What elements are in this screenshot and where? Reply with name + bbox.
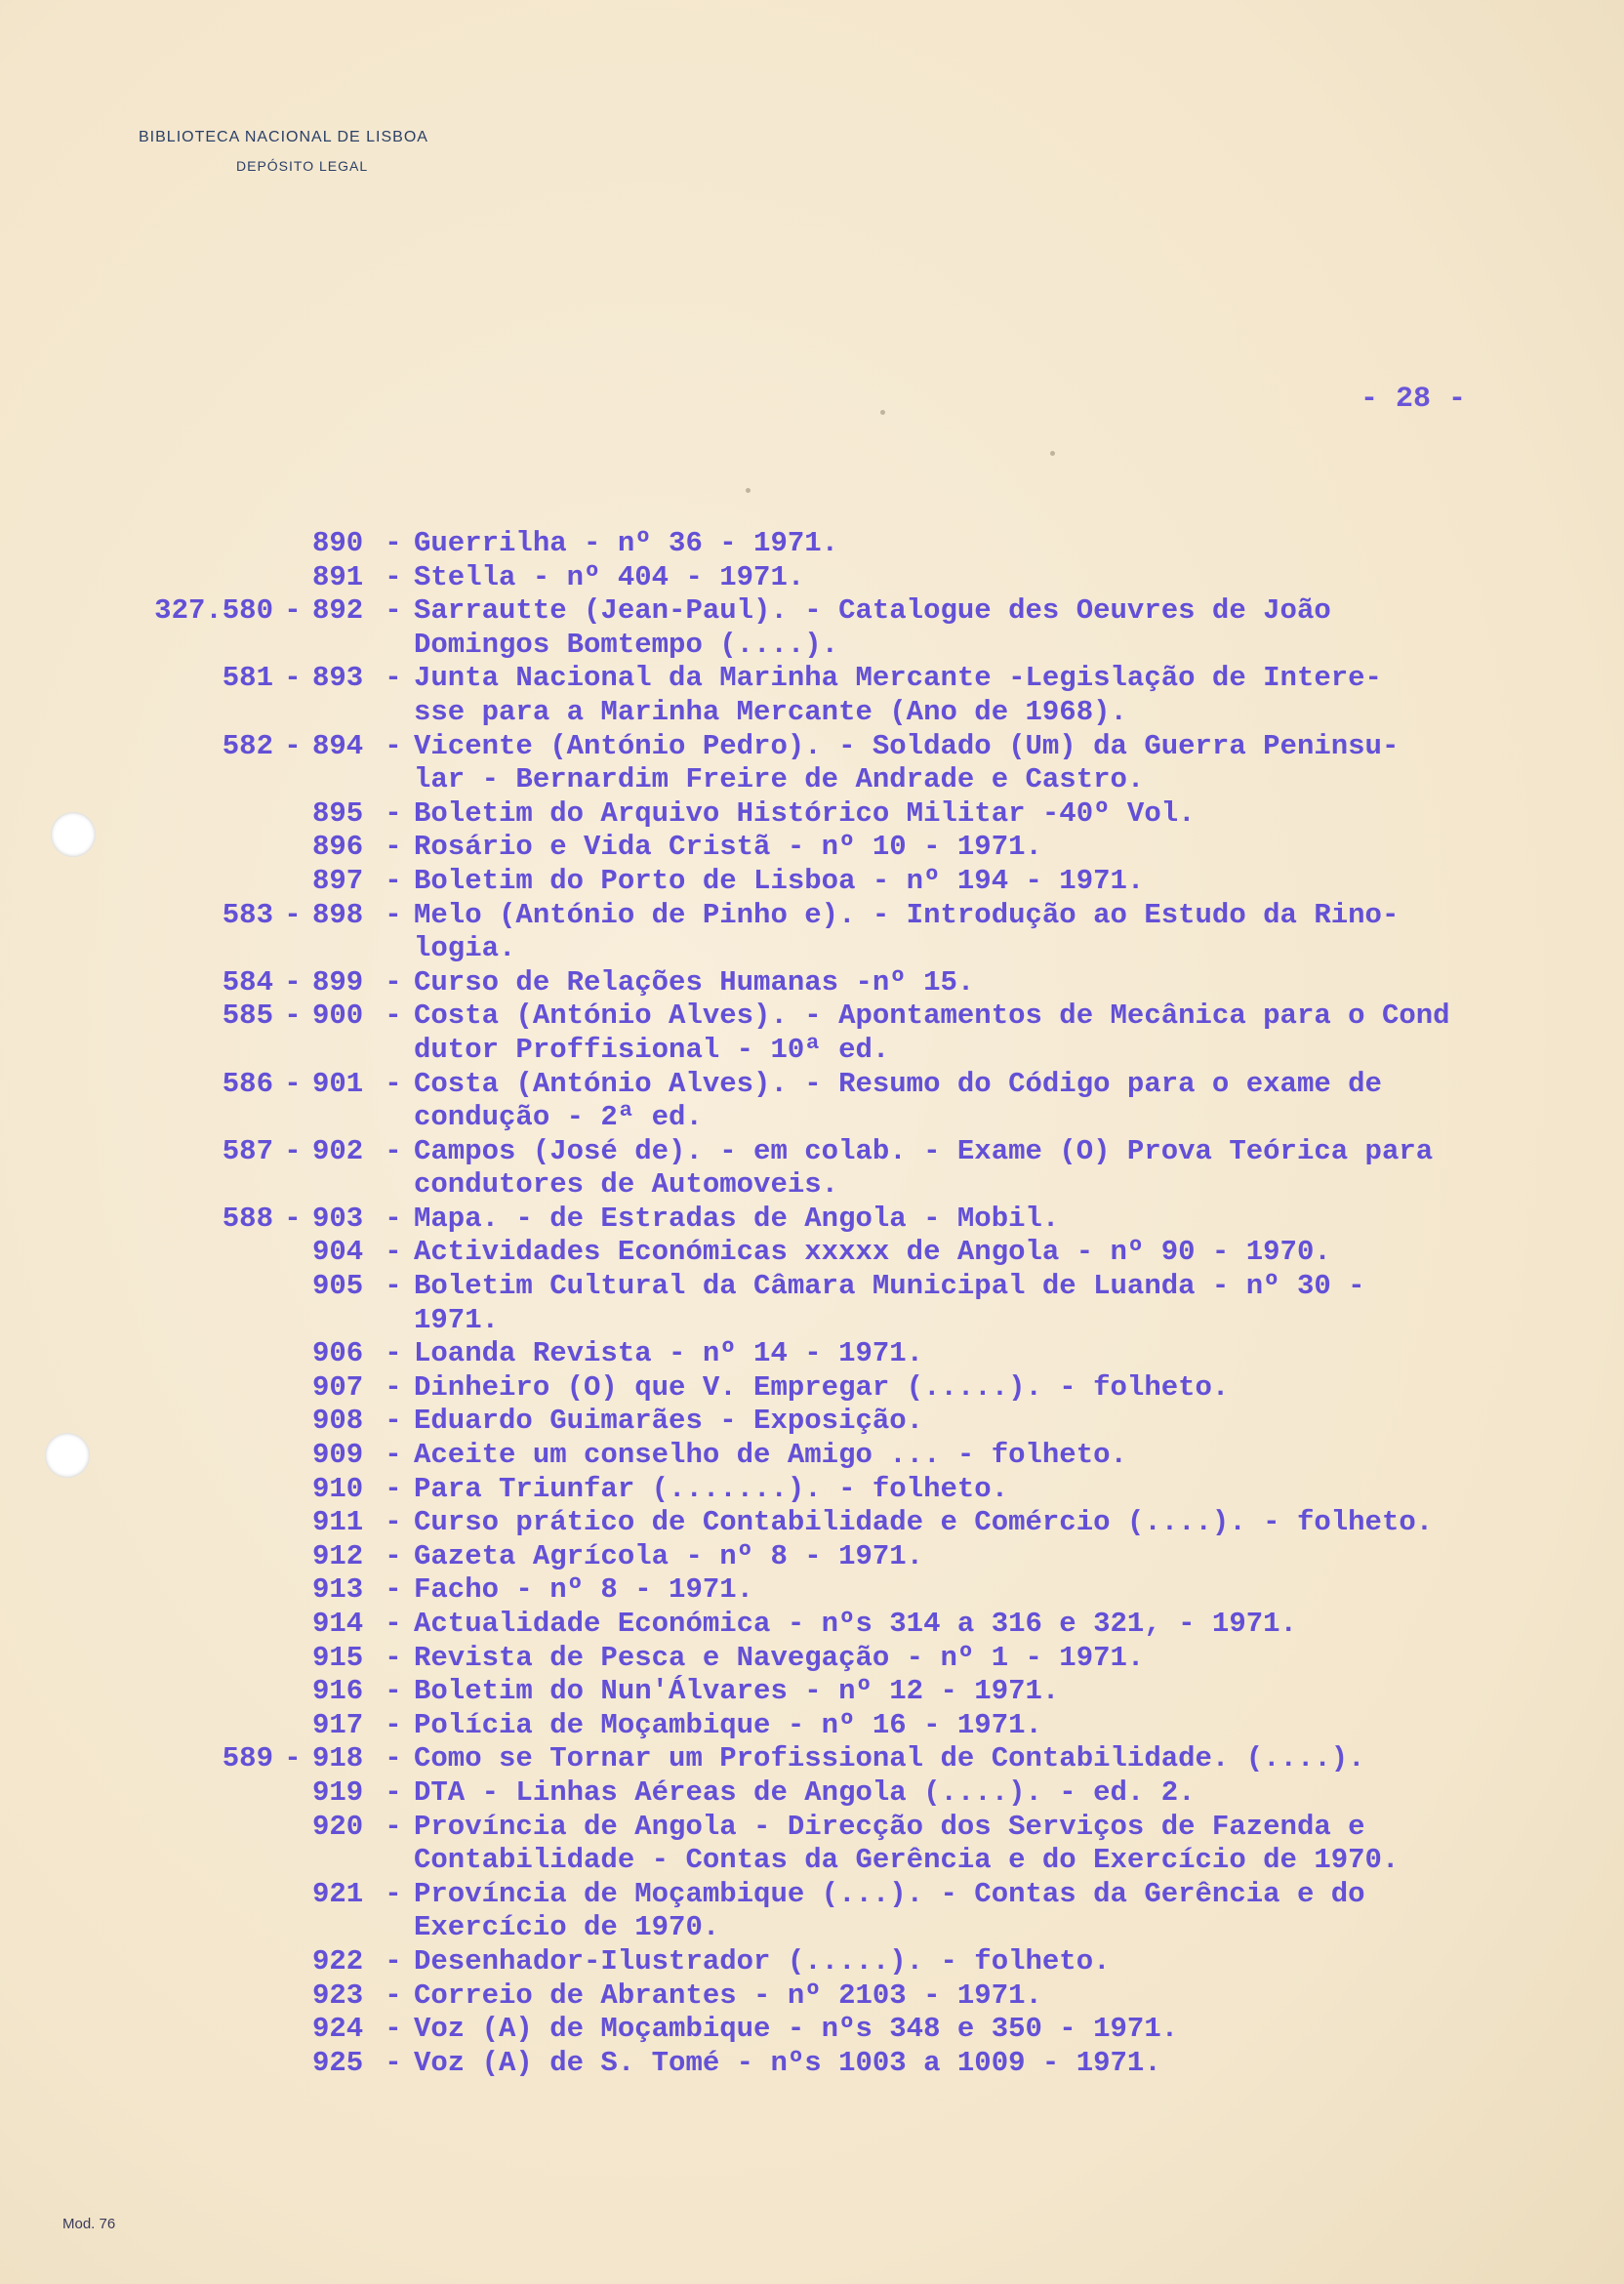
call-dash [273,1878,312,1945]
entry-dash: - [385,1236,402,1269]
entry-dash: - [385,1944,402,1978]
entry-number: 918 [312,1742,364,1775]
entry-text: Curso de Relações Humanas -nº 15. [414,965,975,999]
call-dash [273,1709,312,1743]
catalogue-entry [107,1811,1601,1878]
call-dash [273,1405,312,1439]
catalogue-entry [107,1236,1601,1270]
catalogue-entry [107,2047,1601,2081]
entry-number: 921 [312,1877,364,1910]
call-number: 588 [222,1202,273,1235]
entry-text: Dinheiro (O) que V. Empregar (.....). - folheto. [414,1370,1230,1404]
entry-number: 898 [312,898,364,931]
entry-text: Voz (A) de S. Tomé - nºs 1003 a 1009 - 1971. [414,2046,1161,2079]
call-number [107,2047,273,2081]
entry-dash: - [385,1742,402,1775]
call-dash: - [284,662,302,695]
entry-dash: - [385,1202,402,1235]
call-number [107,1642,273,1676]
entry-number: 904 [312,1236,364,1269]
entry-text: DTA - Linhas Aéreas de Angola (....). - ed. 2. [414,1775,1196,1809]
entry-text: Como se Tornar um Profissional de Contabilidade. (....). [414,1742,1365,1775]
entry-number: 922 [312,1944,364,1978]
call-dash [273,865,312,899]
entry-number: 905 [312,1270,364,1303]
catalogue-entry [107,1878,1601,1945]
call-number: 587 [222,1134,273,1167]
call-dash: - [284,594,302,628]
entry-text: Desenhador-Ilustrador (.....). - folheto. [414,1944,1111,1978]
entry-dash: - [385,1608,402,1640]
entry-dash: - [385,1134,402,1167]
entry-number: 916 [312,1675,364,1708]
catalogue-entry [107,999,1601,1067]
page-number: - 28 - [1360,383,1467,416]
entry-text: Para Triunfar (.......). - folheto. [414,1472,1009,1505]
catalogue-entry [107,1642,1601,1676]
entry-dash: - [385,1708,402,1741]
catalogue-entry [107,831,1601,865]
entry-text: Boletim do Porto de Lisboa - nº 194 - 1971. [414,864,1145,897]
entry-number: 923 [312,1978,364,2012]
call-number [107,1337,273,1371]
call-number [107,1675,273,1709]
call-dash: - [284,898,302,931]
entry-number: 924 [312,2013,364,2046]
call-number [107,561,273,595]
catalogue-entry [107,1979,1601,2014]
call-dash: - [284,1134,302,1167]
entry-dash: - [385,1877,402,1910]
call-number [107,1236,273,1270]
entry-dash: - [385,1270,402,1303]
entry-number: 915 [312,1641,364,1674]
entry-text: Província de Angola - Direcção dos Serviços de Fazenda e Contabilidade - Contas da Gerência e do Exercício de 1970. [414,1810,1400,1877]
call-dash [273,1979,312,2014]
entry-text: Boletim do Nun'Álvares - nº 12 - 1971. [414,1675,1060,1708]
entry-text: Junta Nacional da Marinha Mercante -Legislação de Intere- sse para a Marinha Mercante (Ano de 1968). [414,662,1382,728]
catalogue-entry [107,527,1601,561]
entry-number: 903 [312,1202,364,1235]
catalogue-entry [107,1135,1601,1203]
call-number [107,1270,273,1337]
entry-number: 893 [312,662,364,695]
entry-dash: - [385,864,402,897]
call-number [107,1371,273,1406]
call-dash: - [284,729,302,762]
entry-dash: - [385,1405,402,1438]
entry-number: 896 [312,831,364,864]
punch-hole [51,812,96,857]
entry-dash: - [385,560,402,593]
call-dash [273,831,312,865]
entry-dash: - [385,527,402,559]
call-number [107,1439,273,1473]
catalogue-entry [107,1675,1601,1709]
call-dash [273,1270,312,1337]
catalogue-entry [107,1742,1601,1776]
entry-text: Correio de Abrantes - nº 2103 - 1971. [414,1978,1042,2012]
institution-name: BIBLIOTECA NACIONAL DE LISBOA [139,129,428,145]
catalogue-entry [107,1573,1601,1608]
entry-dash: - [385,1067,402,1100]
paper-speck [746,488,751,493]
call-number [107,1473,273,1507]
call-number: 585 [222,999,273,1033]
entry-number: 920 [312,1810,364,1843]
call-dash [273,527,312,561]
entry-text: Mapa. - de Estradas de Angola - Mobil. [414,1202,1060,1235]
entry-dash: - [385,1810,402,1843]
entry-dash: - [385,1978,402,2012]
entry-number: 901 [312,1067,364,1100]
entry-text: Facho - nº 8 - 1971. [414,1573,754,1607]
call-number: 583 [222,898,273,931]
entry-dash: - [385,831,402,864]
call-number [107,527,273,561]
entry-number: 892 [312,594,364,628]
catalogue-entry [107,1068,1601,1135]
call-number [107,1709,273,1743]
catalogue-entry [107,966,1601,1000]
entry-text: Costa (António Alves). - Apontamentos de Mecânica para o Cond dutor Proffisional - 10ª ed. [414,999,1450,1066]
call-dash [273,1236,312,1270]
call-number: 589 [222,1742,273,1775]
entry-dash: - [385,1472,402,1505]
call-dash [273,1439,312,1473]
entry-text: Gazeta Agrícola - nº 8 - 1971. [414,1539,924,1572]
call-number [107,1608,273,1642]
entry-text: Rosário e Vida Cristã - nº 10 - 1971. [414,831,1042,864]
entry-dash: - [385,729,402,762]
catalogue-entry [107,1439,1601,1473]
entry-dash: - [385,2013,402,2046]
catalogue-entry [107,594,1601,662]
call-dash [273,1675,312,1709]
call-number [107,1811,273,1878]
entry-number: 913 [312,1573,364,1607]
call-number [107,1878,273,1945]
call-dash: - [284,1202,302,1235]
entry-text: Guerrilha - nº 36 - 1971. [414,527,839,559]
call-dash [273,561,312,595]
entry-text: Eduardo Guimarães - Exposição. [414,1405,924,1438]
entry-text: Melo (António de Pinho e). - Introdução ao Estudo da Rino- logia. [414,898,1400,965]
entry-number: 902 [312,1134,364,1167]
catalogue-entry [107,1506,1601,1540]
call-dash [273,2047,312,2081]
department-name: DEPÓSITO LEGAL [236,158,369,174]
catalogue-entry [107,662,1601,729]
call-number [107,1573,273,1608]
entry-text: Boletim do Arquivo Histórico Militar -40º Vol. [414,796,1196,830]
entry-dash: - [385,1506,402,1539]
catalogue-entry [107,561,1601,595]
entry-dash: - [385,1675,402,1708]
entry-dash: - [385,1573,402,1607]
catalogue-entry [107,1540,1601,1574]
entry-text: Província de Moçambique (...). - Contas da Gerência e do Exercício de 1970. [414,1877,1365,1944]
call-dash [273,1540,312,1574]
catalogue-entry [107,899,1601,966]
catalogue-entry [107,1203,1601,1237]
catalogue-entry [107,1776,1601,1811]
call-dash: - [284,1742,302,1775]
call-dash [273,1337,312,1371]
catalogue-entry [107,730,1601,797]
call-dash [273,1811,312,1878]
call-dash [273,2013,312,2047]
entry-number: 909 [312,1439,364,1472]
entry-text: Polícia de Moçambique - nº 16 - 1971. [414,1708,1042,1741]
entry-number: 899 [312,965,364,999]
entry-text: Revista de Pesca e Navegação - nº 1 - 1971. [414,1641,1145,1674]
entry-text: Actividades Económicas xxxxx de Angola - nº 90 - 1970. [414,1236,1331,1269]
entry-text: Voz (A) de Moçambique - nºs 348 e 350 - 1971. [414,2013,1179,2046]
entry-number: 890 [312,527,364,559]
catalogue-entry [107,1945,1601,1979]
entry-number: 908 [312,1405,364,1438]
entry-dash: - [385,898,402,931]
entry-dash: - [385,1775,402,1809]
entry-number: 912 [312,1539,364,1572]
call-number: 581 [222,662,273,695]
call-number [107,1540,273,1574]
call-number [107,1979,273,2014]
call-dash [273,1473,312,1507]
call-dash: - [284,1067,302,1100]
call-dash [273,1776,312,1811]
call-dash: - [284,965,302,999]
entry-number: 917 [312,1708,364,1741]
catalogue-entry [107,1709,1601,1743]
entry-text: Actualidade Económica - nºs 314 a 316 e 321, - 1971. [414,1608,1297,1640]
call-number [107,1405,273,1439]
entry-dash: - [385,796,402,830]
entry-number: 919 [312,1775,364,1809]
call-dash [273,1608,312,1642]
call-number: 584 [222,965,273,999]
call-number [107,1506,273,1540]
entry-number: 910 [312,1472,364,1505]
call-dash [273,1371,312,1406]
entry-dash: - [385,1539,402,1572]
entry-dash: - [385,999,402,1033]
call-dash [273,1945,312,1979]
catalogue-entries [107,527,1601,2080]
entry-text: Aceite um conselho de Amigo ... - folheto. [414,1439,1127,1472]
entry-dash: - [385,1641,402,1674]
entry-text: Stella - nº 404 - 1971. [414,560,805,593]
paper-speck [880,410,885,415]
call-dash [273,1573,312,1608]
entry-dash: - [385,662,402,695]
entry-number: 925 [312,2046,364,2079]
call-dash [273,1506,312,1540]
catalogue-entry [107,1371,1601,1406]
call-number [107,2013,273,2047]
entry-text: Vicente (António Pedro). - Soldado (Um) da Guerra Peninsu- lar - Bernardim Freire de Andrade e Castro. [414,729,1400,796]
catalogue-entry [107,797,1601,832]
call-number [107,1945,273,1979]
catalogue-entry [107,1337,1601,1371]
entry-dash: - [385,1370,402,1404]
entry-text: Sarrautte (Jean-Paul). - Catalogue des Oeuvres de João Domingos Bomtempo (....). [414,594,1331,661]
call-number [107,1776,273,1811]
entry-number: 897 [312,864,364,897]
call-number [107,831,273,865]
call-number: 327.580 [154,594,273,628]
entry-dash: - [385,2046,402,2079]
call-dash [273,797,312,832]
entry-text: Loanda Revista - nº 14 - 1971. [414,1337,924,1370]
call-number: 586 [222,1067,273,1100]
entry-text: Boletim Cultural da Câmara Municipal de Luanda - nº 30 - 1971. [414,1270,1365,1336]
entry-dash: - [385,965,402,999]
entry-number: 891 [312,560,364,593]
entry-number: 906 [312,1337,364,1370]
catalogue-entry [107,1473,1601,1507]
entry-text: Campos (José de). - em colab. - Exame (O) Prova Teórica para condutores de Automoveis. [414,1134,1434,1202]
entry-dash: - [385,1439,402,1472]
catalogue-entry [107,865,1601,899]
form-code: Mod. 76 [62,2216,116,2232]
call-number [107,797,273,832]
entry-number: 894 [312,729,364,762]
entry-number: 900 [312,999,364,1033]
catalogue-entry [107,1608,1601,1642]
entry-text: Curso prático de Contabilidade e Comércio (....). - folheto. [414,1506,1434,1539]
entry-number: 914 [312,1608,364,1640]
entry-text: Costa (António Alves). - Resumo do Código para o exame de condução - 2ª ed. [414,1067,1382,1134]
call-number: 582 [222,729,273,762]
entry-number: 895 [312,796,364,830]
catalogue-entry [107,1270,1601,1337]
entry-number: 907 [312,1370,364,1404]
entry-dash: - [385,1337,402,1370]
paper-speck [1050,451,1055,456]
catalogue-entry [107,2013,1601,2047]
call-dash: - [284,999,302,1033]
letterhead [139,129,428,174]
entry-dash: - [385,594,402,628]
entry-number: 911 [312,1506,364,1539]
catalogue-entry [107,1405,1601,1439]
call-number [107,865,273,899]
call-dash [273,1642,312,1676]
punch-hole [45,1433,90,1478]
